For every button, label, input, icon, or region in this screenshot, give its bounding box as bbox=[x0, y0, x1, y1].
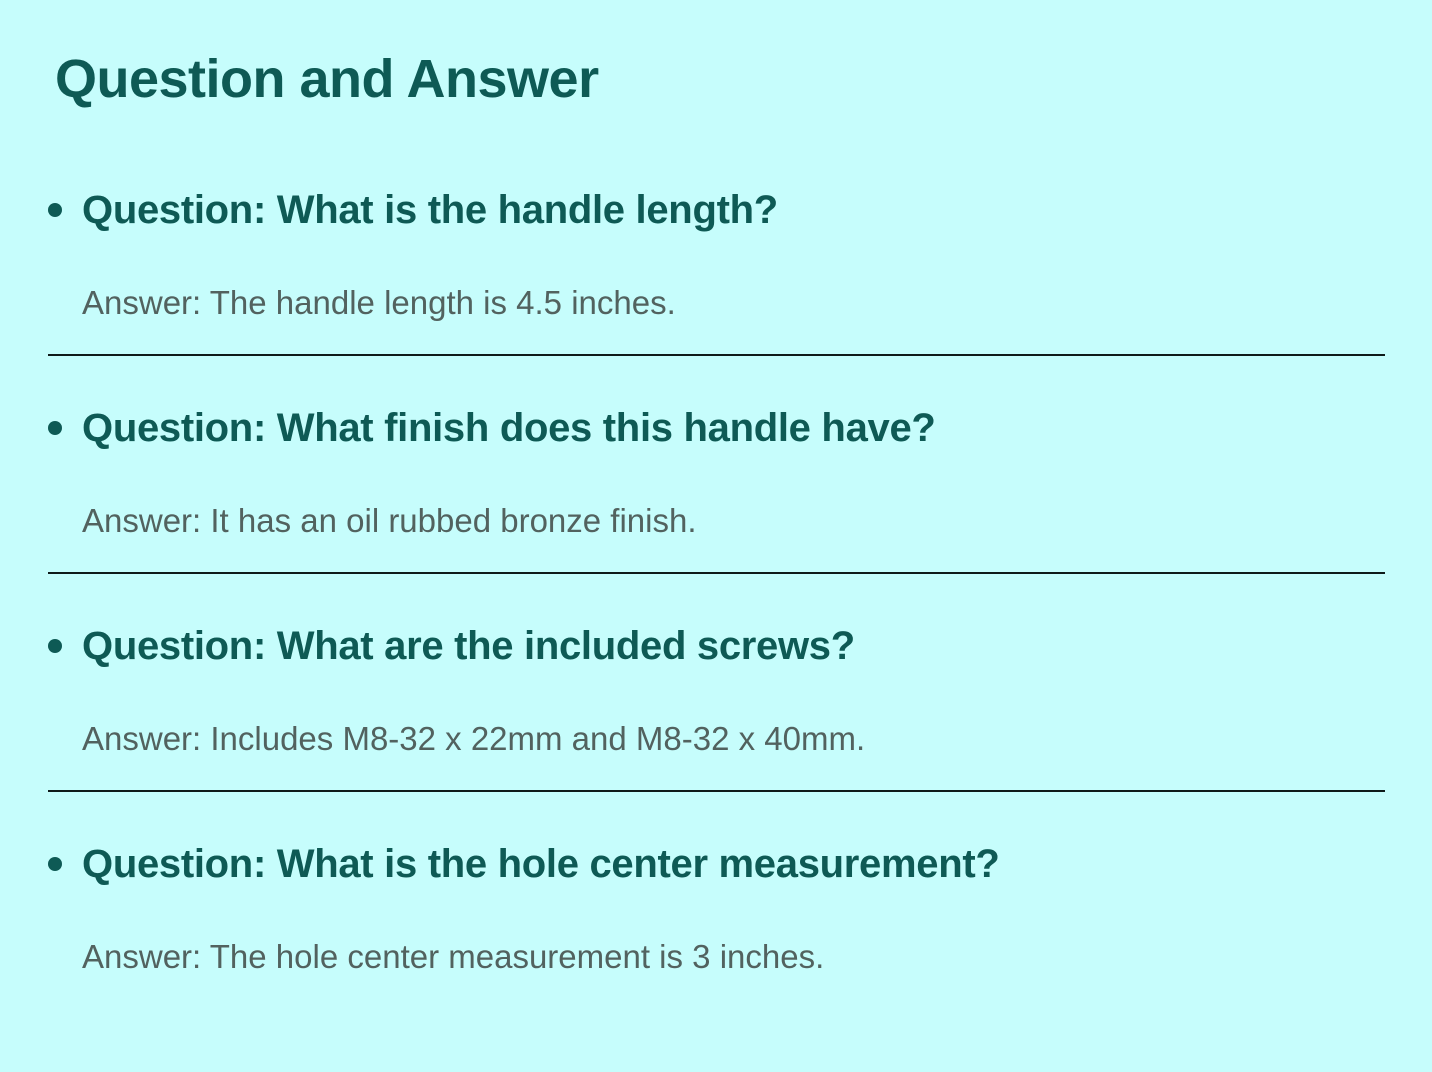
qa-item bbox=[48, 404, 1385, 574]
section-divider bbox=[48, 790, 1385, 792]
question-text: Question: What are the included screws? bbox=[82, 624, 855, 669]
question-row bbox=[48, 622, 1385, 670]
answer-text: Answer: The hole center measurement is 3 inches. bbox=[82, 938, 825, 976]
bullet-icon bbox=[48, 857, 62, 871]
qa-item bbox=[48, 186, 1385, 356]
page-title: Question and Answer bbox=[55, 49, 599, 109]
bullet-icon bbox=[48, 203, 62, 217]
question-row bbox=[48, 404, 1385, 452]
section-divider bbox=[48, 354, 1385, 356]
question-row bbox=[48, 186, 1385, 234]
question-row bbox=[48, 840, 1385, 888]
answer-text: Answer: It has an oil rubbed bronze finish. bbox=[82, 502, 697, 540]
qa-item bbox=[48, 622, 1385, 792]
question-text: Question: What finish does this handle have? bbox=[82, 406, 936, 451]
answer-text: Answer: The handle length is 4.5 inches. bbox=[82, 284, 676, 322]
bullet-icon bbox=[48, 639, 62, 653]
answer-text: Answer: Includes M8-32 x 22mm and M8-32 x 40mm. bbox=[82, 720, 866, 758]
bullet-icon bbox=[48, 421, 62, 435]
qa-item bbox=[48, 840, 1385, 977]
question-text: Question: What is the hole center measurement? bbox=[82, 842, 1000, 887]
question-text: Question: What is the handle length? bbox=[82, 188, 778, 233]
section-divider bbox=[48, 572, 1385, 574]
